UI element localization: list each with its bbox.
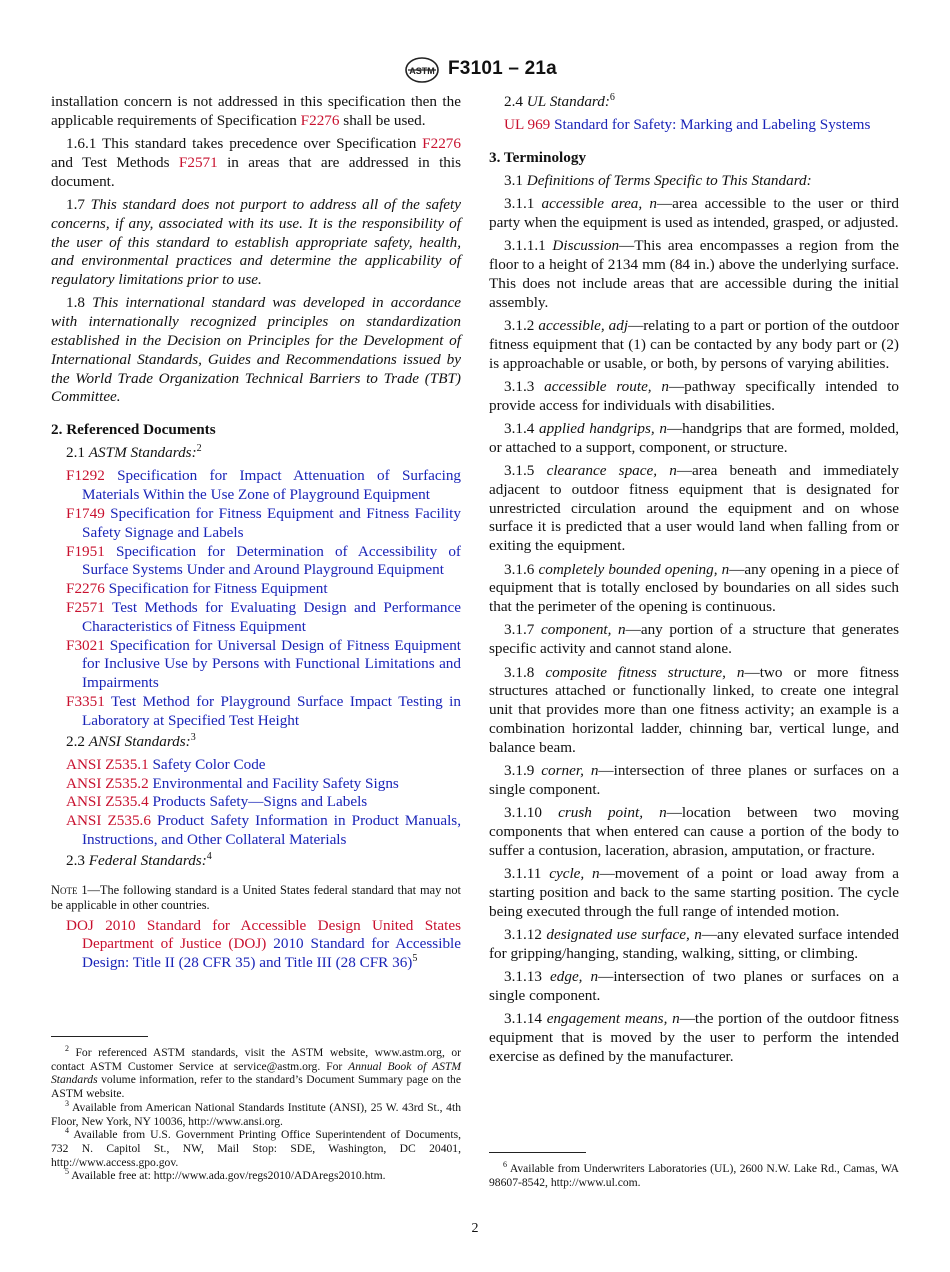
note-1: Note 1—The following standard is a United States federal standard that may not be applicable in other countries. xyxy=(51,882,461,912)
reference-title[interactable]: Test Method for Playground Surface Impact Testing in Laboratory at Specified Test Height xyxy=(82,692,461,729)
term-number: 3.1.2 xyxy=(504,316,535,334)
term-number: 3.1.4 xyxy=(504,419,535,437)
astm-reference-list xyxy=(51,467,461,730)
term-name: accessible, adj xyxy=(538,316,629,334)
subsection-3-1: 3.1 Definitions of Terms Specific to This Standard: xyxy=(504,171,812,189)
reference-item xyxy=(51,505,461,543)
reference-code[interactable]: F3021 xyxy=(66,636,105,654)
reference-title[interactable]: Products Safety—Signs and Labels xyxy=(152,793,368,811)
reference-title[interactable]: Specification for Impact Attenuation of Surfacing Materials Within the Use Zone of Playground Equipment xyxy=(82,467,462,504)
astm-logo-icon xyxy=(404,56,440,84)
link-f2276[interactable]: F2276 xyxy=(300,111,340,129)
reference-code[interactable]: ANSI Z535.6 xyxy=(66,812,151,830)
reference-title[interactable]: Standard for Safety: Marking and Labeling Systems xyxy=(554,116,871,134)
term-name: engagement means, n xyxy=(546,1010,680,1028)
term-name: accessible route, n xyxy=(544,377,669,395)
svg-text:ASTM: ASTM xyxy=(409,66,435,76)
term-number: 3.1.12 xyxy=(504,925,542,943)
term-number: 3.1.10 xyxy=(504,804,542,822)
term-text: —handgrips that are formed, molded, or attached to a support, component, or structure. xyxy=(489,419,900,456)
reference-item xyxy=(51,543,461,581)
document-id: F3101 – 21a xyxy=(448,58,557,79)
reference-title[interactable]: 2010 Standard for Accessible Design: Title II (28 CFR 35) and Title III (28 CFR 36) xyxy=(82,935,461,972)
term-text: —location between two moving components that when entered can cause a portion of the body to suffer a contusion, laceration, abrasion, amputation, or fracture. xyxy=(489,804,899,859)
reference-item xyxy=(51,599,461,637)
subsection-2-1: 2.1 ASTM Standards:$^2$ xyxy=(66,442,202,462)
reference-item-doj: DOJ 2010 Standard for Accessible Design United States Department of Justice (DOJ) 2010 Standard for Accessible Design: Title II (28 CFR 35) and Title III (28 CFR 36)$^5$ xyxy=(66,916,461,972)
reference-item xyxy=(51,467,461,505)
term-number: 3.1.6 xyxy=(504,560,535,578)
left-footnotes xyxy=(51,1046,461,1183)
right-column xyxy=(489,93,899,1071)
term-text: —relating to a part or portion of the outdoor fitness equipment that (1) can be contacted by any body part or (2) is approachable or usable, or both, by persons of varying abilities. xyxy=(489,316,900,372)
term-name: cycle, n xyxy=(549,864,600,882)
reference-title[interactable]: Environmental and Facility Safety Signs xyxy=(152,774,399,792)
term-text: —movement of a point or load away from a starting position and back to the same starting position. The cycle being executed through the full range of intended motion. xyxy=(489,864,900,920)
reference-code[interactable]: F2571 xyxy=(66,598,105,616)
term-text: —area accessible to the user or third party when the equipment is used as intended, grasped, or adjusted. xyxy=(489,195,900,231)
term-number: 3.1.9 xyxy=(504,762,535,779)
reference-code[interactable]: F3351 xyxy=(66,692,105,710)
paragraph-1-6-1: 1.6.1 This standard takes precedence over Specification F2276 and Test Methods F2571 in areas that are addressed in this document. xyxy=(51,135,462,190)
term-text: —any elevated surface intended for gripping/hanging, standing, walking, sitting, or climbing. xyxy=(489,925,899,962)
term-definition xyxy=(489,621,899,659)
paragraph-1-8: 1.8 This international standard was developed in accordance with internationally recognized principles on standardization established in the Decision on Principles for the Development of International Standards, Guides and Recommendations issued by the World Trade Organization Technical Barriers to Trade (TBT) Committee. xyxy=(51,294,462,406)
reference-code[interactable]: ANSI Z535.1 xyxy=(66,755,149,773)
footnote-text: For referenced ASTM standards, visit the ASTM website, www.astm.org, or contact ASTM Customer Service at service@astm.org. For xyxy=(51,1046,461,1073)
term-number: 3.1.13 xyxy=(504,967,542,985)
footnote-number: 5 xyxy=(65,1167,69,1177)
footnote xyxy=(51,1046,461,1101)
footnote-text: volume information, refer to the standard’s Document Summary page on the ASTM website. xyxy=(51,1073,461,1101)
right-footnotes xyxy=(489,1162,899,1189)
term-name: completely bounded opening, n xyxy=(538,560,730,578)
reference-title[interactable]: Test Methods for Evaluating Design and Performance Characteristics of Fitness Equipment xyxy=(82,598,461,635)
term-name: edge, n xyxy=(550,967,599,985)
term-name: crush point, n xyxy=(558,804,667,822)
reference-title[interactable]: Specification for Fitness Equipment and Fitness Facility Safety Signage and Labels xyxy=(82,504,461,541)
term-name: composite fitness structure, n xyxy=(545,663,745,681)
reference-code[interactable]: F1749 xyxy=(66,504,105,522)
link-f2276[interactable]: F2276 xyxy=(422,135,461,153)
term-list xyxy=(489,195,899,1066)
term-name: designated use surface, n xyxy=(546,925,702,943)
term-number: 3.1.14 xyxy=(504,1010,542,1028)
term-definition xyxy=(489,1010,899,1066)
reference-item xyxy=(51,637,461,693)
reference-item xyxy=(51,693,461,731)
footnote-text: Available from American National Standards Institute (ANSI), 25 W. 43rd St., 4th Floor, New York, NY 10036, http://www.ansi.org. xyxy=(51,1100,461,1128)
term-name: Discussion xyxy=(552,237,620,255)
term-name: component, n xyxy=(541,621,626,639)
subsection-2-2: 2.2 ANSI Standards:$^3$ xyxy=(66,731,196,750)
term-definition xyxy=(489,804,899,860)
footnote-text-italic: Annual Book of ASTM Standards xyxy=(51,1059,461,1087)
subsection-2-3: 2.3 Federal Standards:$^4$ xyxy=(66,850,212,869)
term-number: 3.1.3 xyxy=(504,377,535,395)
ansi-reference-list xyxy=(51,756,461,850)
subsection-2-4: 2.4 UL Standard:$^6$ xyxy=(504,91,615,110)
term-text: —two or more fitness structures attached or functionally linked, to create one integral unit that provides more than one fitness activity; an example is a combination horizontal ladder, chinning bar, vertical lunge, and balance beam. xyxy=(489,663,900,756)
reference-code[interactable]: ANSI Z535.4 xyxy=(66,793,149,811)
term-name: corner, n xyxy=(541,762,599,779)
term-definition xyxy=(489,968,899,1006)
term-text: —This area encompasses a region from the floor to a height of 2134 mm (84 in.) above the underlying surface. This does not include areas that are accessible during the initial assembly. xyxy=(489,237,900,311)
reference-code[interactable]: F1951 xyxy=(66,542,105,560)
reference-item xyxy=(51,812,461,850)
term-number: 3.1.1.1 xyxy=(504,237,546,255)
footnote xyxy=(51,1169,461,1183)
term-number: 3.1.5 xyxy=(504,462,535,480)
term-definition xyxy=(489,561,899,617)
reference-code[interactable]: DOJ 2010 Standard for Accessible Design United States Department of Justice (DOJ) xyxy=(66,916,461,953)
reference-item xyxy=(51,775,461,794)
term-text: —area beneath and immediately adjacent to outdoor fitness equipment that is designated for unrestricted circulation around the equipment and on whose surface it is predicted that a user would land when falling from or exiting the equipment. xyxy=(489,462,899,555)
term-text: —any opening in a piece of equipment that is totally enclosed by boundaries on all sides such that the perimeter of the opening is continuous. xyxy=(489,560,900,616)
term-number: 3.1.7 xyxy=(504,621,535,639)
term-text: —the portion of the outdoor fitness equipment that is moved by the user to perform the intended exercise as defined by the manufacturer. xyxy=(489,1010,900,1065)
left-column xyxy=(51,93,461,973)
term-definition xyxy=(489,926,899,964)
reference-title[interactable]: Safety Color Code xyxy=(152,755,266,773)
paragraph-1-7: 1.7 This standard does not purport to address all of the safety concerns, if any, associated with its use. It is the responsibility of the user of this standard to establish appropriate safety, health, and environmental practices and determine the applicability of regulatory limitations prior to use. xyxy=(51,195,462,289)
term-name: clearance space, n xyxy=(546,462,677,480)
term-definition xyxy=(489,420,899,458)
term-definition xyxy=(489,865,899,921)
footnote xyxy=(51,1128,461,1169)
footnote-number: 2 xyxy=(65,1044,69,1054)
term-definition xyxy=(489,762,899,800)
footnote-number: 3 xyxy=(65,1098,69,1108)
reference-code[interactable]: F2276 xyxy=(66,580,105,598)
page-header xyxy=(0,56,950,86)
footnote-divider xyxy=(51,1036,148,1037)
term-definition xyxy=(489,462,899,556)
reference-code[interactable]: ANSI Z535.2 xyxy=(66,774,149,792)
reference-title[interactable]: Specification for Fitness Equipment xyxy=(108,580,328,598)
term-definition xyxy=(489,664,899,758)
term-name: applied handgrips, n xyxy=(539,419,667,437)
term-definition xyxy=(489,237,899,312)
term-number: 3.1.1 xyxy=(504,195,535,213)
section-heading-2: 2. Referenced Documents xyxy=(51,421,216,439)
page-number: 2 xyxy=(471,1221,479,1236)
footnote-divider xyxy=(489,1152,586,1153)
term-definition xyxy=(489,378,899,416)
reference-item xyxy=(51,793,461,812)
reference-code[interactable]: UL 969 xyxy=(504,116,551,134)
footnote-number: 4 xyxy=(65,1126,69,1136)
reference-title[interactable]: Specification for Universal Design of Fitness Equipment for Inclusive Use by Persons with Functional Limitations and Impairments xyxy=(82,636,462,692)
term-definition xyxy=(489,317,899,373)
reference-item xyxy=(51,580,461,599)
term-text: —intersection of two planes or surfaces on a single component. xyxy=(489,967,900,1004)
reference-item-ul xyxy=(489,116,899,135)
term-definition xyxy=(489,195,899,233)
footnote-6: $^6$ Available from Underwriters Laboratories (UL), 2600 N.W. Lake Rd., Camas, WA 98607-8542, http://www.ul.com. xyxy=(489,1160,899,1189)
section-heading-3: 3. Terminology xyxy=(489,149,587,167)
reference-code[interactable]: F1292 xyxy=(66,467,105,485)
reference-title[interactable]: Product Safety Information in Product Manuals, Instructions, and Other Collateral Materials xyxy=(82,812,462,848)
paragraph-1-6-cont: installation concern is not addressed in this specification then the applicable requirements of Specification F2276 shall be used. xyxy=(51,93,461,129)
footnote-text: Available free at: http://www.ada.gov/regs2010/ADAregs2010.htm. xyxy=(71,1169,386,1183)
term-name: accessible area, n xyxy=(541,195,657,213)
link-f2571[interactable]: F2571 xyxy=(178,153,218,171)
footnote-text: Available from U.S. Government Printing Office Superintendent of Documents, 732 N. Capitol St., NW, Mail Stop: SDE, Washington, DC 20401, http://www.access.gpo.gov. xyxy=(51,1128,461,1169)
term-text: —pathway specifically intended to provide access for individuals with disabilities. xyxy=(489,377,900,414)
reference-item xyxy=(51,756,461,775)
footnote xyxy=(51,1098,461,1128)
term-text: —intersection of three planes or surfaces on a single component. xyxy=(489,762,899,798)
term-text: —any portion of a structure that generates specific activity and cannot stand alone. xyxy=(489,621,899,658)
term-number: 3.1.11 xyxy=(504,864,542,882)
reference-title[interactable]: Specification for Determination of Accessibility of Surface Systems Under and Around Playground Equipment xyxy=(82,542,461,579)
term-number: 3.1.8 xyxy=(504,663,535,681)
